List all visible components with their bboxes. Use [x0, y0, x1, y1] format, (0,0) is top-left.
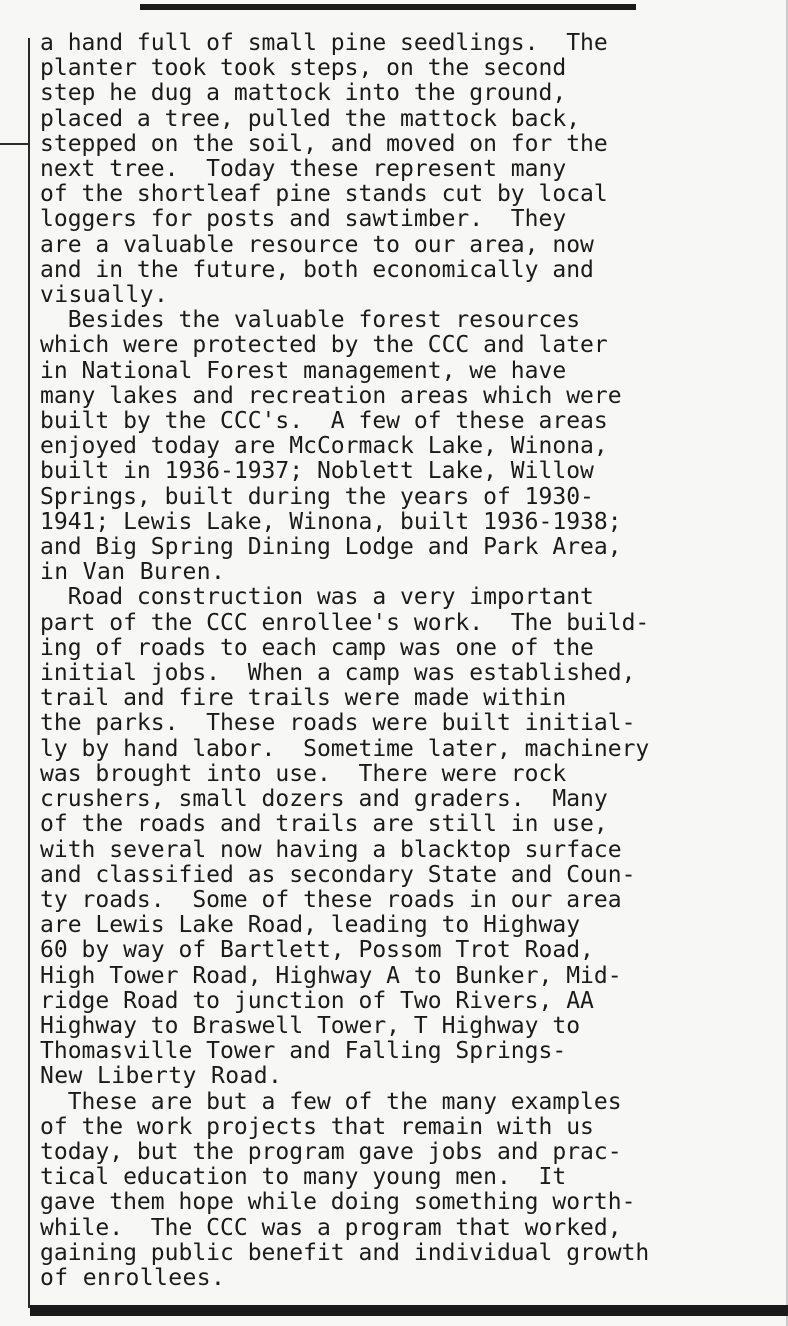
article-line: Springs, built during the years of 1930- — [40, 483, 594, 510]
article-line: and Big Spring Dining Lodge and Park Area, — [40, 534, 622, 561]
article-line: step he dug a mattock into the ground, — [40, 80, 567, 107]
article-line: Thomasville Tower and Falling Springs- — [40, 1038, 567, 1065]
article-line: ridge Road to junction of Two Rivers, AA — [40, 987, 594, 1014]
article-line: in National Forest management, we have — [40, 357, 567, 384]
article-line: planter took took steps, on the second — [40, 55, 567, 82]
left-column-rule — [28, 38, 30, 1308]
article-line: with several now having a blacktop surface — [40, 836, 622, 863]
article-line: Road construction was a very important — [40, 584, 594, 611]
bottom-rule — [30, 1305, 788, 1316]
article-line: loggers for posts and sawtimber. They — [40, 206, 567, 233]
article-line: High Tower Road, Highway A to Bunker, Mid- — [40, 962, 622, 989]
article-line: part of the CCC enrollee's work. The build- — [40, 609, 650, 636]
article-line: of the roads and trails are still in use, — [40, 811, 608, 838]
article-line: are a valuable resource to our area, now — [40, 231, 594, 258]
article-line: stepped on the soil, and moved on for the — [40, 130, 608, 157]
top-rule — [140, 4, 636, 10]
article-line: crushers, small dozers and graders. Many — [40, 786, 608, 813]
article-line: placed a tree, pulled the mattock back, — [40, 105, 581, 132]
article-line: ty roads. Some of these roads in our area — [40, 886, 622, 913]
article-line: and classified as secondary State and Coun- — [40, 861, 636, 888]
article-line: These are but a few of the many examples — [40, 1088, 622, 1115]
article-line: enjoyed today are McCormack Lake, Winona, — [40, 433, 608, 460]
article-line: of enrollees. — [40, 1264, 226, 1291]
article-line: the parks. These roads were built initial- — [40, 710, 636, 737]
article-line: tical education to many young men. It — [40, 1164, 567, 1191]
article-line: New Liberty Road. — [40, 1063, 283, 1090]
article-line: of the shortleaf pine stands cut by local — [40, 181, 608, 208]
article-line: while. The CCC was a program that worked, — [40, 1214, 622, 1241]
left-margin-tick — [0, 143, 28, 145]
article-line: gave them hope while doing something worth- — [40, 1189, 636, 1216]
article-line: 60 by way of Bartlett, Possom Trot Road, — [40, 937, 594, 964]
article-line: of the work projects that remain with us — [40, 1113, 594, 1140]
article-line: a hand full of small pine seedlings. The — [40, 30, 608, 56]
article-line: trail and fire trails were made within — [40, 685, 567, 712]
article-line: which were protected by the CCC and later — [40, 332, 608, 359]
article-line: are Lewis Lake Road, leading to Highway — [40, 912, 581, 939]
article-line: built by the CCC's. A few of these areas — [40, 408, 608, 435]
article-line: was brought into use. There were rock — [40, 760, 567, 787]
article-line: many lakes and recreation areas which were — [40, 382, 622, 409]
article-line: gaining public benefit and individual growth — [40, 1239, 650, 1266]
article-line: visually. — [40, 282, 169, 309]
article-line: built in 1936-1937; Noblett Lake, Willow — [40, 458, 594, 485]
article-line: Besides the valuable forest resources — [40, 307, 581, 334]
article-line: ly by hand labor. Sometime later, machinery — [40, 735, 650, 762]
article-line: Highway to Braswell Tower, T Highway to — [40, 1012, 581, 1039]
article-line: next tree. Today these represent many — [40, 156, 567, 183]
article-line: and in the future, both economically and — [40, 256, 594, 283]
article-line: today, but the program gave jobs and prac- — [40, 1138, 622, 1165]
article-line: ing of roads to each camp was one of the — [40, 634, 594, 661]
article-line: 1941; Lewis Lake, Winona, built 1936-1938; — [40, 508, 622, 535]
article-text-column — [40, 31, 778, 1291]
article-line: in Van Buren. — [40, 559, 226, 586]
article-line: initial jobs. When a camp was established, — [40, 660, 636, 687]
